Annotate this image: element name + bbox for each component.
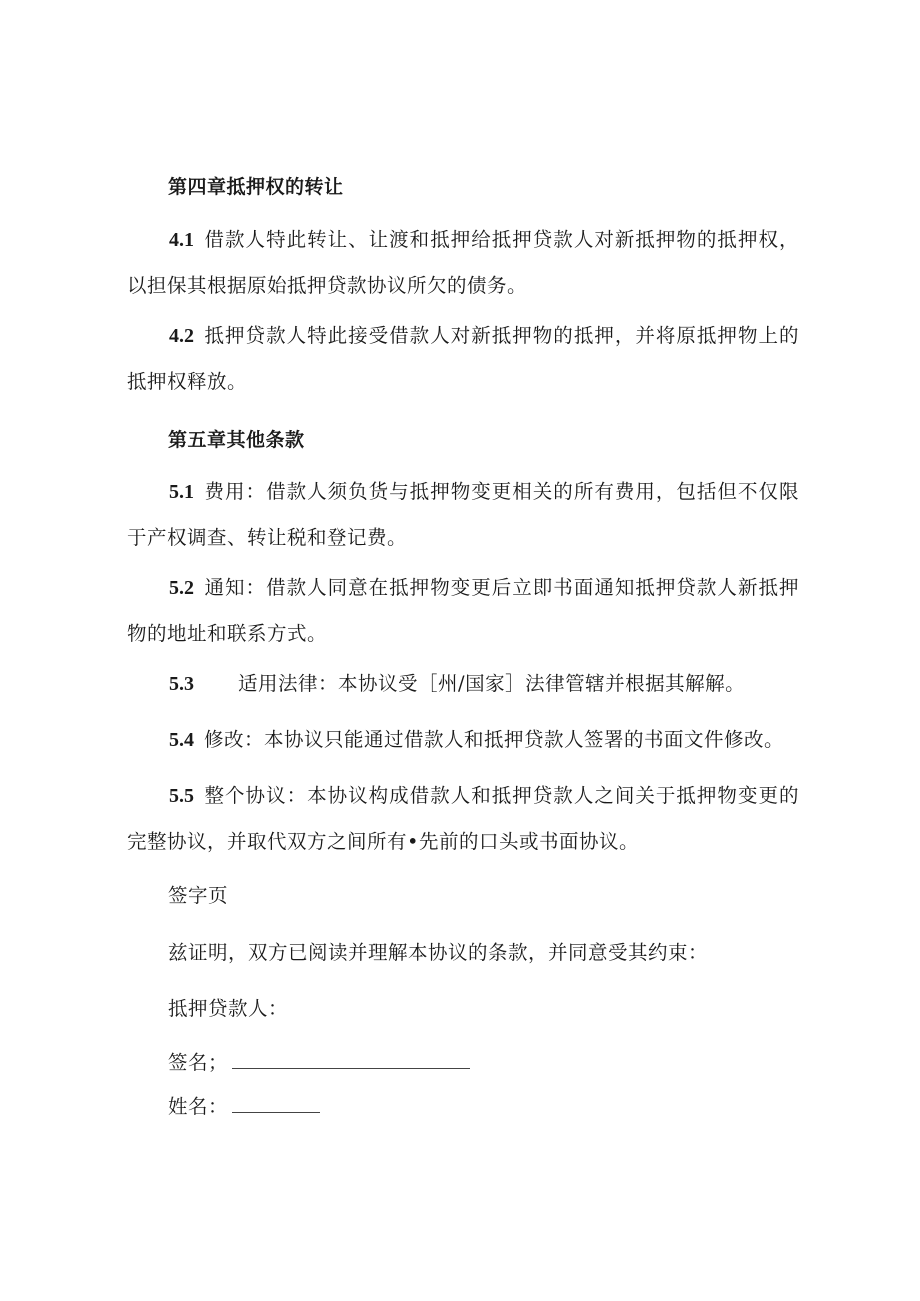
clause-number: 5.2 <box>169 577 194 599</box>
clause-text: 适用法律：本协议受［州/国家］法律管辖并根据其解解。 <box>238 672 746 695</box>
name-row <box>168 1091 320 1119</box>
clause-text: 借款人特此转让、让渡和抵押给抵押贷款人对新抵押物的抵押权，以担保其根据原始抵押贷款协议所欠的债务。 <box>127 228 799 297</box>
clause-number: 5.1 <box>169 481 194 503</box>
clause-5-3 <box>127 661 799 707</box>
clause-number: 4.2 <box>169 325 194 347</box>
clause-5-4 <box>127 717 799 763</box>
signature-page-title: 签字页 <box>168 884 229 907</box>
clause-5-1 <box>127 469 799 560</box>
clause-text: 费用：借款人须负货与抵押物变更相关的所有费用，包括但不仅限于产权调查、转让税和登记费。 <box>127 480 799 549</box>
clause-number: 4.1 <box>169 229 194 251</box>
clause-number: 5.5 <box>169 785 194 807</box>
signature-blank-line[interactable] <box>232 1048 470 1069</box>
clause-text: 通知：借款人同意在抵押物变更后立即书面通知抵押贷款人新抵押物的地址和联系方式。 <box>127 576 799 645</box>
lender-label: 抵押贷款人： <box>168 997 289 1020</box>
clause-5-2 <box>127 565 799 656</box>
clause-text: 修改：本协议只能通过借款人和抵押贷款人签署的书面文件修改。 <box>204 728 785 751</box>
clause-text: 整个协议：本协议构成借款人和抵押贷款人之间关于抵押物变更的完整协议，并取代双方之间所有•先前的口头或书面协议。 <box>127 784 799 853</box>
chapter-4-heading: 第四章抵押权的转让 <box>168 176 344 198</box>
signature-label: 签名； <box>168 1051 229 1074</box>
signature-statement: 兹证明，双方已阅读并理解本协议的条款，并同意受其约束： <box>168 941 709 964</box>
clause-number: 5.4 <box>169 729 194 751</box>
name-label: 姓名： <box>168 1095 229 1118</box>
clause-number: 5.3 <box>169 673 194 695</box>
clause-4-2 <box>127 313 799 404</box>
signature-row <box>168 1047 470 1075</box>
clause-5-5 <box>127 773 799 864</box>
clause-4-1 <box>127 217 799 308</box>
clause-text: 抵押贷款人特此接受借款人对新抵押物的抵押，并将原抵押物上的抵押权释放。 <box>127 324 799 393</box>
chapter-5-heading: 第五章其他条款 <box>168 429 305 451</box>
name-blank-line[interactable] <box>232 1092 320 1113</box>
